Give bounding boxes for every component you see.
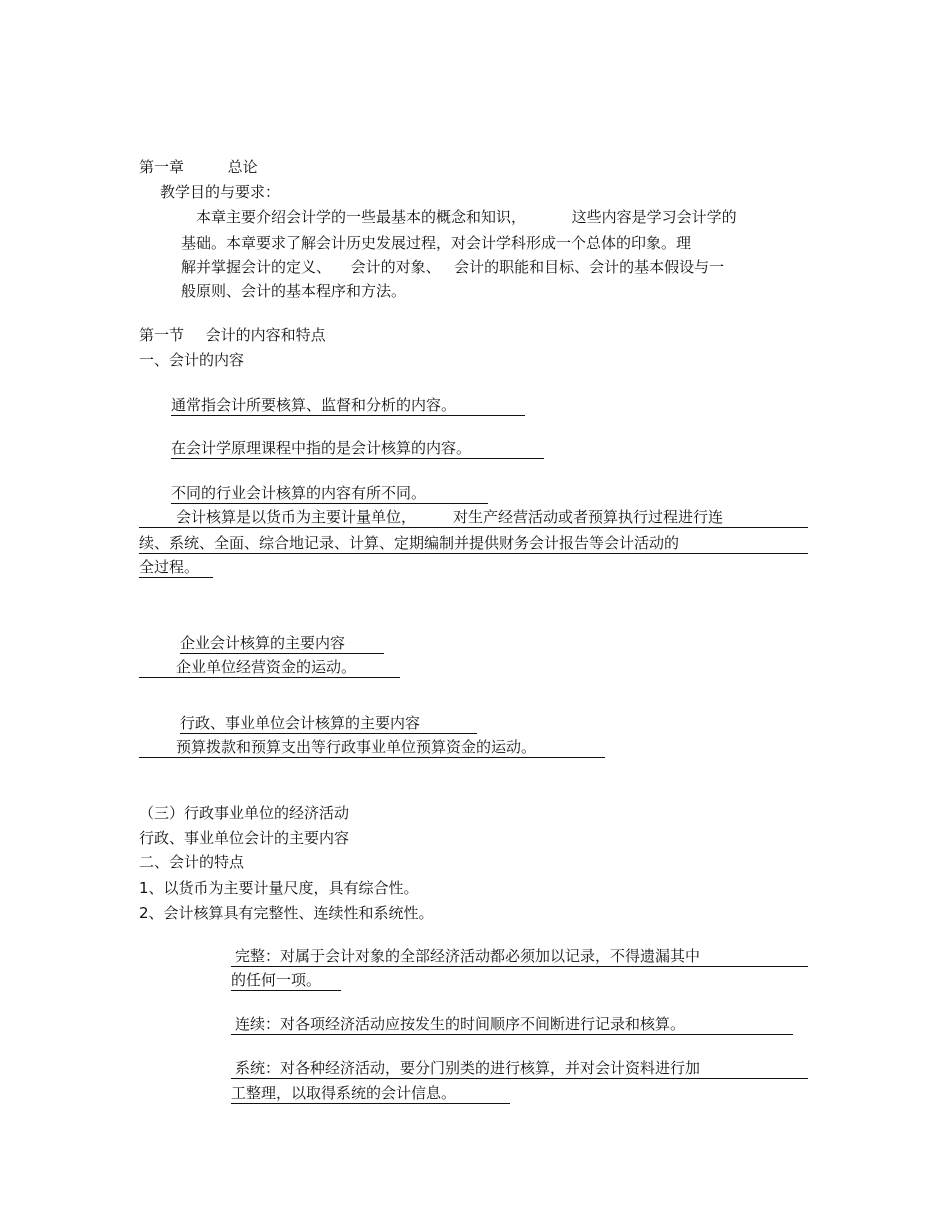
content-line-3: 不同的行业会计核算的内容有所不同。 [171, 486, 488, 504]
feature-2: 2、会计核算具有完整性、连续性和系统性。 [139, 904, 434, 922]
subsection-features: 二、会计的特点 [139, 853, 245, 871]
definition-line-2: 续、系统、全面、综合地记录、计算、定期编制并提供财务会计报告等会计活动的 [139, 536, 808, 554]
objectives-line-4: 般原则、会计的基本程序和方法。 [181, 282, 407, 300]
section-heading: 第一节 会计的内容和特点 [139, 326, 326, 344]
subsection-content: 一、会计的内容 [139, 351, 245, 369]
admin-economic-activities: （三）行政事业单位的经济活动 [139, 804, 350, 822]
chapter-heading [139, 160, 258, 175]
content-line-2: 在会计学原理课程中指的是会计核算的内容。 [171, 441, 544, 459]
definition-line-3: 全过程。 [139, 560, 213, 578]
detail-systematic-2: 工整理，以取得系统的会计信息。 [231, 1086, 510, 1104]
objectives-heading: 教学目的与要求： [160, 183, 281, 201]
admin-main-content: 行政、事业单位会计的主要内容 [139, 829, 350, 847]
enterprise-body: 企业单位经营资金的运动。 [139, 660, 400, 678]
detail-complete-1: 完整：对属于会计对象的全部经济活动都必须加以记录，不得遗漏其中 [231, 949, 808, 967]
objectives-line-2: 基础。本章要求了解会计历史发展过程，对会计学科形成一个总体的印象。理 [181, 234, 692, 252]
admin-body: 预算拨款和预算支出等行政事业单位预算资金的运动。 [139, 740, 605, 758]
detail-complete-2: 的任何一项。 [231, 973, 341, 991]
feature-1: 1、以货币为主要计量尺度，具有综合性。 [139, 879, 419, 897]
enterprise-heading: 企业会计核算的主要内容 [180, 636, 384, 654]
objectives-line-1: 本章主要介绍会计学的一些最基本的概念和知识， 这些内容是学习会计学的 [196, 208, 737, 226]
objectives-line-3: 解并掌握会计的定义、 会计的对象、 会计的职能和目标、会计的基本假设与一 [181, 258, 725, 276]
definition-line-1: 会计核算是以货币为主要计量单位， 对生产经营活动或者预算执行过程进行连 [139, 510, 808, 528]
detail-systematic-1: 系统：对各种经济活动，要分门别类的进行核算，并对会计资料进行加 [231, 1061, 808, 1079]
detail-continuous: 连续：对各项经济活动应按发生的时间顺序不间断进行记录和核算。 [231, 1017, 793, 1035]
chapter-label: 第一章 [139, 158, 185, 176]
chapter-title: 总论 [227, 158, 258, 176]
admin-heading: 行政、事业单位会计核算的主要内容 [180, 716, 477, 734]
content-line-1: 通常指会计所要核算、监督和分析的内容。 [171, 398, 525, 416]
